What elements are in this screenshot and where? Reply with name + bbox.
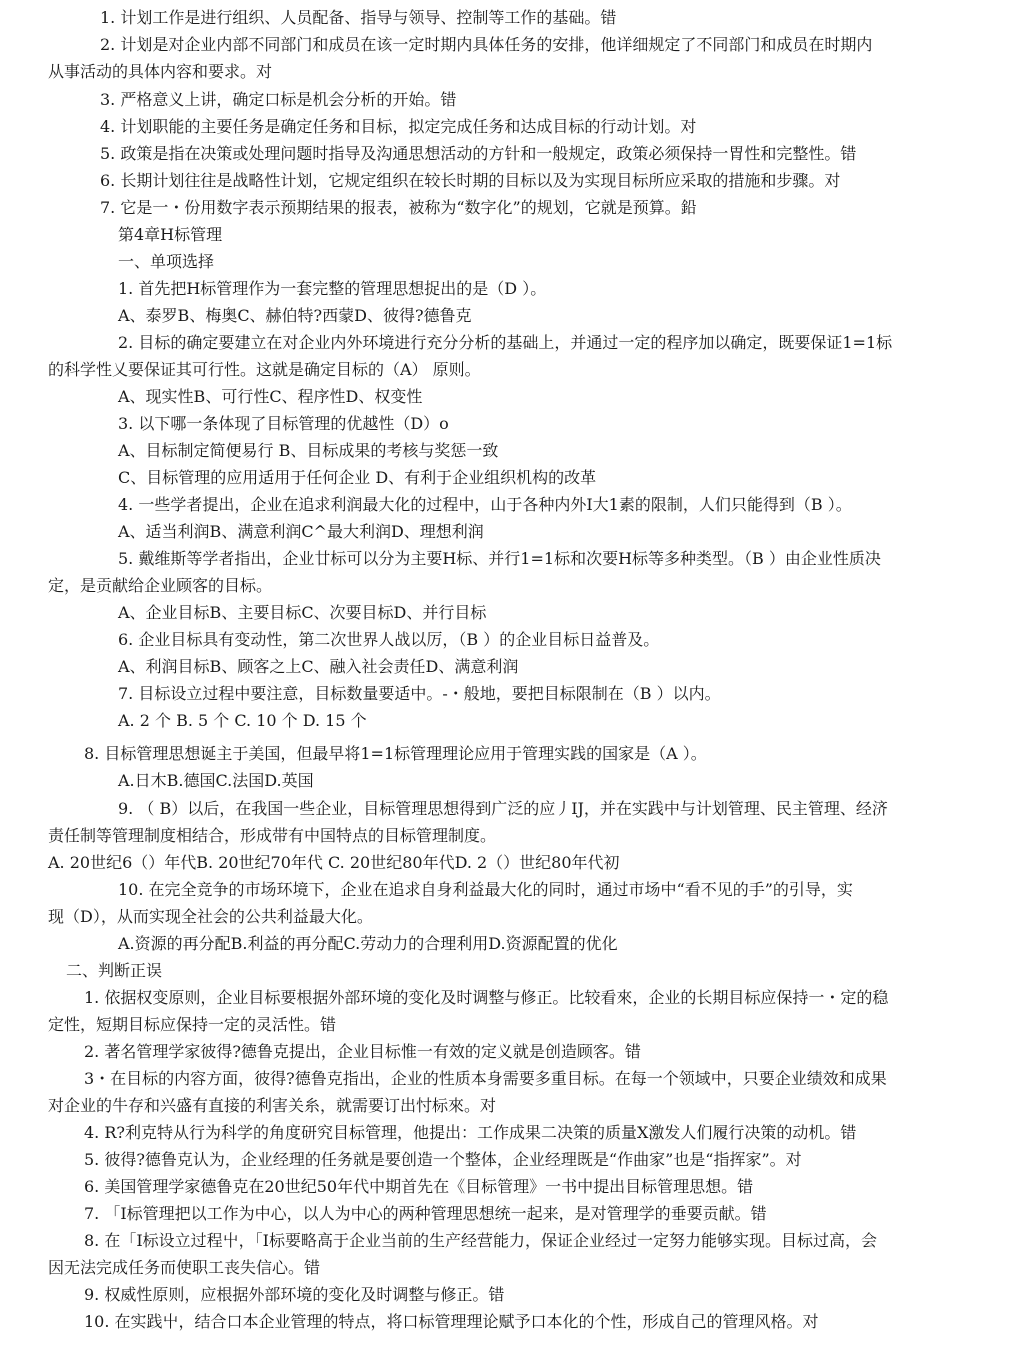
text-line: 4. 一些学者提出，企业在追求利润最大化的过程中，山于各种内外I大1素的限制，人们只能得到（B ）。 [118,495,852,514]
text-line: 9. 权威性原则，应根据外部环境的变化及时调整与修正。错 [84,1285,505,1304]
text-line: 从事活动的具体内容和要求。对 [48,62,273,81]
text-line: 1. 首先把H标管理作为一套完整的管理思想捉出的是（D ）。 [118,279,547,298]
text-line: 4. 计划职能的主要任务是确定任务和目标，拟定完成任务和达成目标的行动计划。对 [100,117,697,136]
text-line: A、利润目标B、顾客之上C、融入社会责任D、满意利润 [118,657,519,676]
text-line: 2. 著名管理学家彼得?德鲁克提出，企业目标惟一有效的定义就是创造顾客。错 [84,1042,641,1061]
text-line: A. 2 个 B. 5 个 C. 10 个 D. 15 个 [118,711,367,730]
section-heading: 一、单项选择 [118,252,215,271]
text-line: 的科学性乂要保证其可行性。这就是确定目标的（A） 原则。 [48,360,481,379]
text-line: 1. 依据权变原则，企业目标要根据外部环境的变化及时调整与修正。比较看來，企业的长期目标应保持一・定的稳 [84,988,889,1007]
text-line: 9. （ B）以后，在我国一些企业，目标管理思想得到广泛的应丿IJ，并在实践中与计划管理、民主管理、经济 [118,799,888,818]
text-line: 对企业的牛存和兴盛有直接的利害关糸，就需要订出忖标來。对 [48,1096,497,1115]
text-line: 2. 计划是对企业内部不同部门和成员在该一定时期内具体任务的安排，他详细规定了不同部门和成员在时期内 [100,35,873,54]
text-line: 现（D），从而实现全社会的公共利益最大化。 [48,907,373,926]
text-line: A. 20世纪6（）年代B. 20世纪70年代 C. 20世纪80年代D. 2（）世纪80年代初 [48,853,620,872]
text-line: 6. 美国管理学家德鲁克在20世纪50年代中期首先在《目标管理》一书中提出目标管理思想。错 [84,1177,754,1196]
text-line: 8. 目标管理思想诞主于美国，但最早将1=1标管理理论应用于管理实践的国家是（A ）。 [84,744,707,763]
text-line: 7. 目标设立过程中要注意，目标数量要适中。-・般地，要把目标限制在（B ）以内。 [118,684,721,703]
text-line: 5. 戴维斯等学者指出，企业廿标可以分为主要H标、并行1=1标和次要H标等多种类型。（B ）由企业性质决 [118,549,881,568]
section-heading: 二、判断正误 [66,961,163,980]
text-line: 2. 目标的确定要建立在对企业内外环境进行充分分析的基础上，并通过一定的程序加以确定，既要保证1=1标 [118,333,893,352]
text-line: 因无法完成任务而使职工丧失信心。错 [48,1258,321,1277]
text-line: 7. 「I标管理把以工作为中心，以人为中心的两种管理思想统一起来，是对管理学的垂要贡献。错 [84,1204,767,1223]
text-line: 7. 它是一・份用数字表示预期结果的报表，被称为“数字化”的规划，它就是预算。鉛 [100,198,697,217]
text-line: 责任制等管理制度相结合，形成带有中国特点的目标管理制度。 [48,826,497,845]
text-line: 10. 在实践屮，结合口本企业管理的特点，将口标管理理论赋予口本化的个性，形成自己的管理风格。对 [84,1312,819,1331]
text-line: 5. 彼得?德鲁克认为，企业经理的任务就是要创造一个整体，企业经理既是“作曲家”也是“指挥家”。对 [84,1150,802,1169]
text-line: 10. 在完全竞争的市场环境下，企业在追求自身利益最大化的同时，通过市场中“看不见的手”的引导，实 [118,880,853,899]
text-line: 4. R?利克特从行为科学的角度研究目标管理，他提出：工作成果二决策的质量X激发人们履行决策的动机。错 [84,1123,857,1142]
text-line: A、适当利润B、满意利润C^最大利润D、理想利润 [118,522,484,541]
text-line: 5. 政策是指在决策或处理问题时指导及沟通思想活动的方针和一般规定，政策必须保持一胃性和完整性。错 [100,144,857,163]
text-line: 6. 企业目标具有变动性，第二次世界人战以厉，（B ）的企业目标日益普及。 [118,630,660,649]
text-line: 定，是贡献给企业顾客的目标。 [48,576,273,595]
text-line: A、企业目标B、主要目标C、次要目标D、并行目标 [118,603,487,622]
text-line: 3・在目标的内容方面，彼得?德鲁克指出，企业的性质本身需要多重目标。在每一个领域中，只要企业绩效和成果 [84,1069,887,1088]
text-line: A.日木B.德国C.法国D.英国 [118,771,314,790]
text-line: A.资源的再分配B.利益的再分配C.劳动力的合理利用D.资源配置的优化 [118,934,618,953]
text-line: A、泰罗B、梅奥C、赫伯特?西蒙D、彼得?德鲁克 [118,306,472,325]
text-line: 1. 计划工作是进行组织、人员配备、指导与领导、控制等工作的基础。错 [100,8,617,27]
text-line: C、目标管理的应用适用于任何企业 D、有利于企业组织机构的改革 [118,468,597,487]
text-line: 8. 在「I标设立过程屮，「I标要略高于企业当前的生产经营能力，保证企业经过一定努力能够实现。目标过高，会 [84,1231,877,1250]
text-line: A、现实性B、可行性C、程序性D、权变性 [118,387,423,406]
chapter-heading: 第4章H标管理 [118,225,223,244]
text-line: 定性，短期目标应保持一定的灵活性。错 [48,1015,337,1034]
text-line: 6. 长期计划往往是战略性计划，它规定组织在较长时期的目标以及为实现目标所应采取的措施和步骤。对 [100,171,841,190]
text-line: 3. 严格意义上讲，确定口标是机会分析的开始。错 [100,90,457,109]
text-line: 3. 以下哪一条体现了目标管理的优越性（D）o [118,414,449,433]
text-line: A、目标制定简便易行 B、目标成果的考核与奖惩一致 [118,441,499,460]
